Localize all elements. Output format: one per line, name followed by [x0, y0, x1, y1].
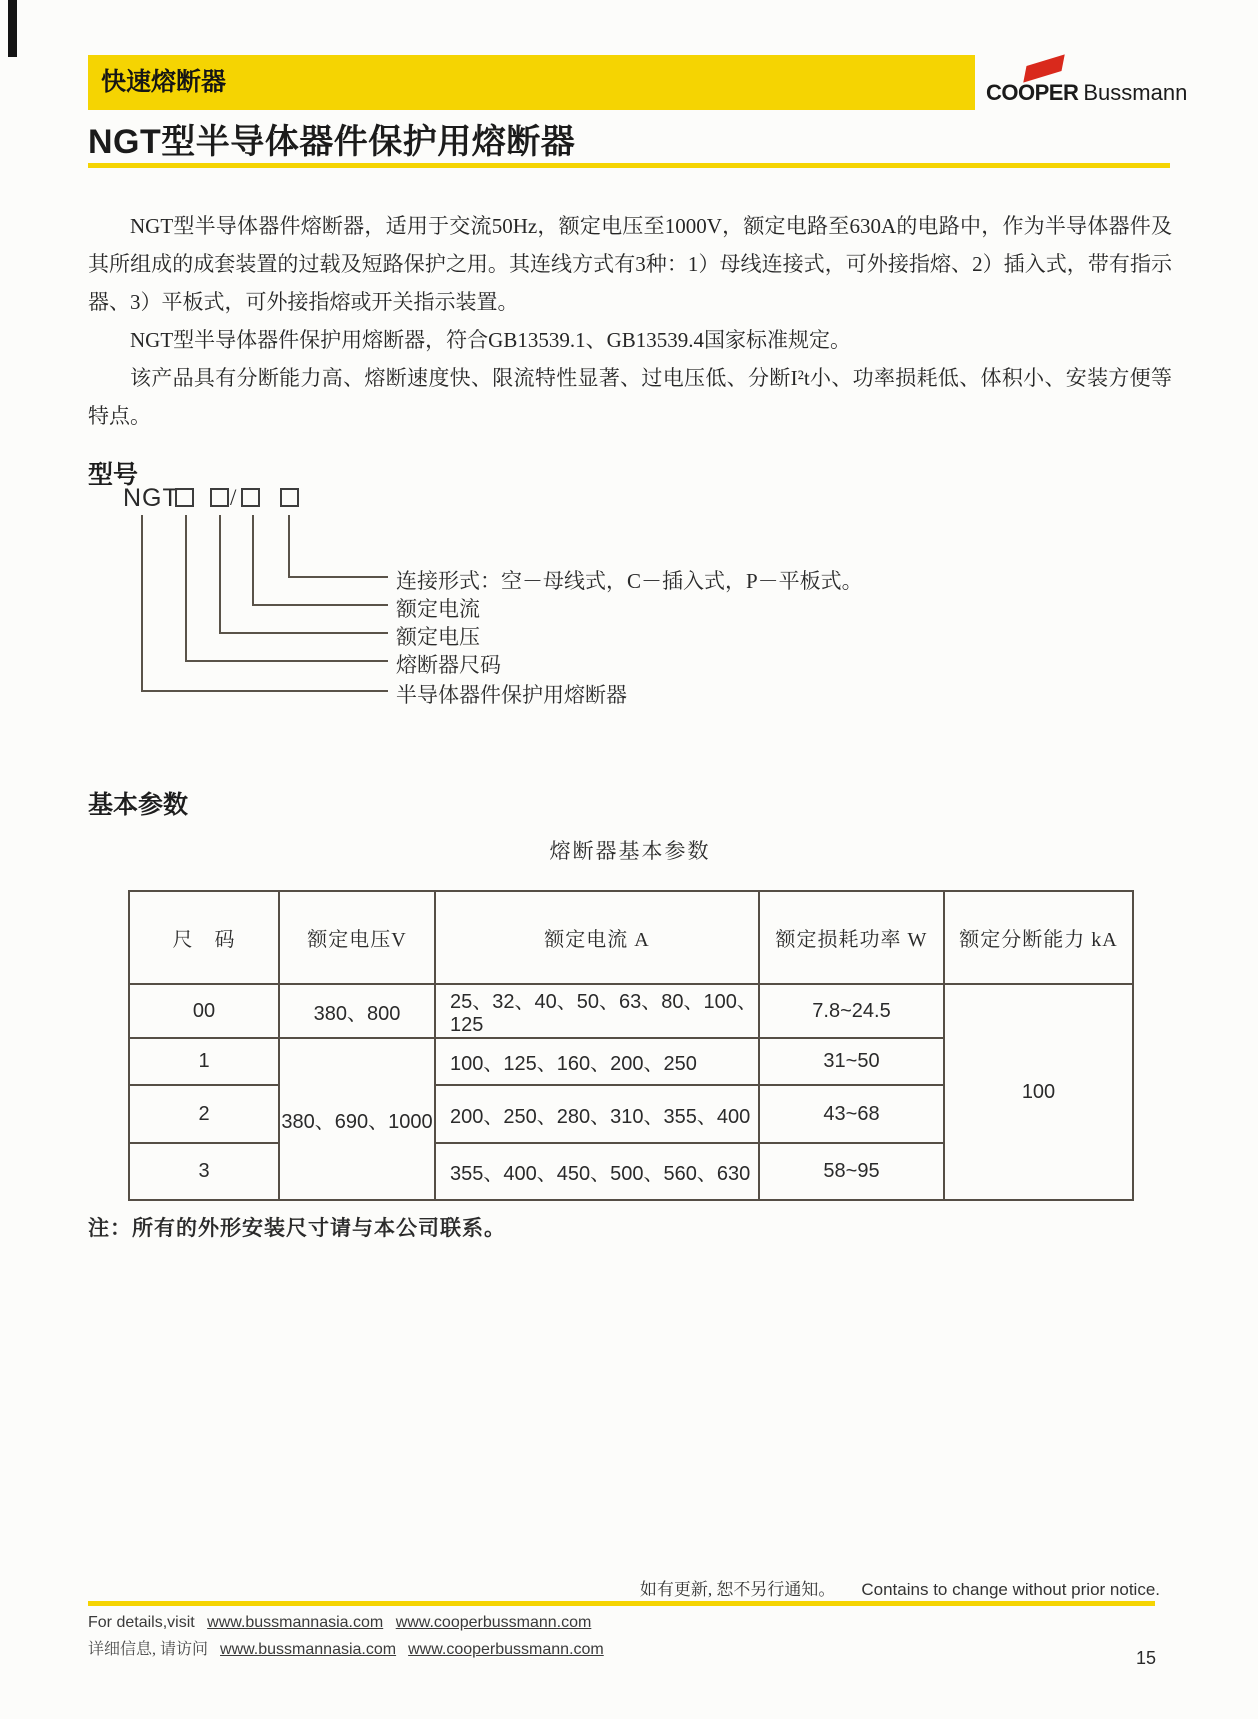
model-section-heading: 型号 [88, 461, 139, 489]
model-box-current [241, 488, 260, 507]
cell-power-3: 58~95 [759, 1143, 944, 1200]
table-note: 注：所有的外形安装尺寸请与本公司联系。 [88, 1216, 506, 1240]
details-prefix-en: For details,visit [88, 1614, 195, 1631]
cell-size-3: 3 [129, 1143, 279, 1200]
model-label-fuse-size: 熔断器尺码 [396, 653, 501, 677]
cell-voltage-00: 380、800 [279, 984, 435, 1038]
change-notice-en: Contains to change without prior notice. [861, 1580, 1160, 1599]
header-size: 尺 码 [129, 891, 279, 984]
page-title: NGT型半导体器件保护用熔断器 [88, 123, 576, 161]
cell-power-00: 7.8~24.5 [759, 984, 944, 1038]
intro-paragraph-2: NGT型半导体器件保护用熔断器，符合GB13539.1、GB13539.4国家标准规定。 [130, 328, 852, 352]
link-bussmannasia-cn[interactable]: www.bussmannasia.com [220, 1641, 397, 1658]
header-voltage: 额定电压V [279, 891, 435, 984]
cooper-bussmann-logo [986, 55, 1196, 110]
logo-cooper-text: COOPER [986, 80, 1079, 105]
link-cooperbussmann-cn[interactable]: www.cooperbussmann.com [408, 1641, 604, 1658]
model-label-rated-voltage: 额定电压 [396, 625, 480, 649]
cell-size-1: 1 [129, 1038, 279, 1085]
cell-size-00: 00 [129, 984, 279, 1038]
model-label-rated-current: 额定电流 [396, 597, 480, 621]
print-crop-mark [8, 0, 17, 57]
table-caption: 熔断器基本参数 [549, 839, 711, 863]
header-power: 额定损耗功率 W [759, 891, 944, 984]
cell-voltage-merged: 380、690、1000 [279, 1038, 435, 1200]
header-breaking: 额定分断能力 kA [944, 891, 1133, 984]
change-notice [88, 1575, 1160, 1600]
table-row-size-00 [129, 984, 1133, 1038]
details-line-cn [88, 1636, 604, 1659]
model-box-size [175, 488, 194, 507]
cell-current-3: 355、400、450、500、560、630 [435, 1143, 759, 1200]
intro-paragraph-3: 该产品具有分断能力高、熔断速度快、限流特性显著、过电压低、分断I²t小、功率损耗低、体积小、安装方便等特点。 [88, 366, 1172, 428]
cell-current-1: 100、125、160、200、250 [435, 1038, 759, 1085]
logo-bussmann-text: Bussmann [1083, 80, 1188, 105]
cell-power-1: 31~50 [759, 1038, 944, 1085]
model-box-connection [280, 488, 299, 507]
fuse-parameters-table [128, 890, 1134, 1201]
table-header-row [129, 891, 1133, 984]
cell-size-2: 2 [129, 1085, 279, 1143]
logo-wordmark [986, 80, 1187, 106]
model-slash: / [230, 485, 237, 510]
category-banner-label: 快速熔断器 [101, 68, 227, 96]
link-cooperbussmann[interactable]: www.cooperbussmann.com [395, 1614, 592, 1631]
details-prefix-cn: 详细信息, 请访问 [88, 1641, 209, 1658]
logo-red-flag-icon [1023, 54, 1064, 82]
header-current: 额定电流 A [435, 891, 759, 984]
link-bussmannasia[interactable]: www.bussmannasia.com [207, 1614, 384, 1631]
model-prefix: NGT [123, 484, 179, 512]
category-banner [88, 55, 975, 110]
connector-fuse-family [141, 515, 388, 692]
params-section-heading: 基本参数 [88, 791, 189, 819]
details-line-en [88, 1614, 591, 1632]
cell-current-2: 200、250、280、310、355、400 [435, 1085, 759, 1143]
page-number: 15 [1136, 1648, 1157, 1668]
intro-paragraph-1: NGT型半导体器件熔断器，适用于交流50Hz，额定电压至1000V，额定电路至630A的电路中，作为半导体器件及其所组成的成套装置的过载及短路保护之用。其连线方式有3种：1）母线连接式，可外接指熔、2）插入式，带有指示器、3）平板式，可外接指熔或开关指示装置。 [88, 214, 1172, 314]
cell-breaking-all: 100 [944, 984, 1133, 1200]
model-box-voltage [210, 488, 229, 507]
footer-yellow-rule [88, 1601, 1155, 1606]
title-underline [88, 163, 1170, 168]
cell-current-00: 25、32、40、50、63、80、100、125 [435, 984, 759, 1038]
cell-power-2: 43~68 [759, 1085, 944, 1143]
model-label-connection-type: 连接形式：空－母线式，C－插入式，P－平板式。 [396, 569, 863, 593]
model-label-fuse-family: 半导体器件保护用熔断器 [396, 683, 627, 707]
intro-paragraphs [88, 207, 1172, 435]
change-notice-cn: 如有更新, 恕不另行通知。 [639, 1580, 836, 1599]
